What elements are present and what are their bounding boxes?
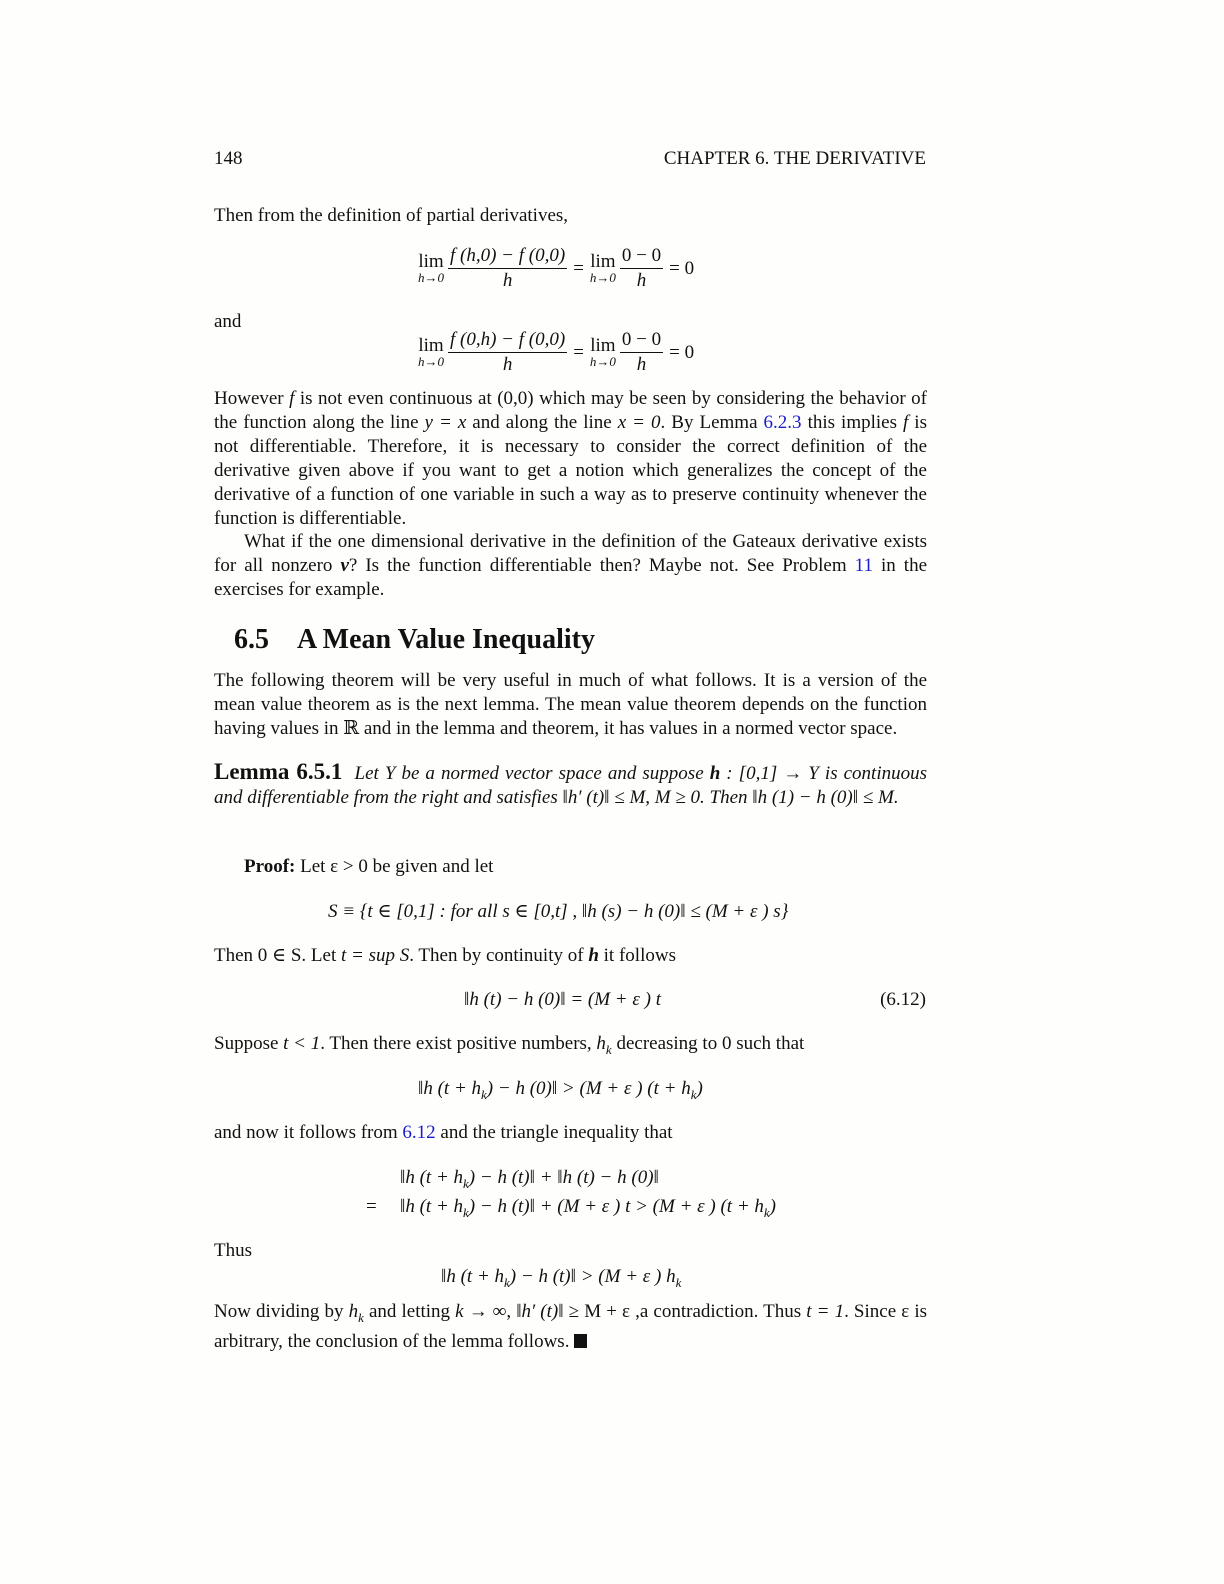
text: decreasing to 0 such that [611, 1033, 805, 1054]
fraction [620, 328, 663, 377]
lemma-link[interactable]: 6.2.3 [763, 412, 802, 433]
text: : [0,1] → Y is continuous and differentiable from the right and satisfies [214, 763, 928, 808]
set-definition [328, 900, 788, 924]
math: ‖h (t + h [441, 1266, 505, 1287]
equals-sign: = [573, 341, 584, 363]
equation-partial-y [418, 328, 694, 377]
math: ‖h (t + h [400, 1167, 464, 1188]
denominator: h [636, 270, 647, 291]
text: and letting [363, 1301, 456, 1322]
subscript-k: k [481, 1086, 487, 1102]
equals-sign: = [573, 257, 584, 279]
section-number: 6.5 [234, 624, 269, 655]
fraction [620, 244, 663, 293]
text: this implies [801, 412, 903, 433]
text: . Then by continuity of [409, 945, 589, 966]
intro-line: Then from the definition of partial derivatives, [214, 205, 569, 226]
numerator: f (h,0) − f (0,0) [448, 244, 567, 269]
math-hk: h [596, 1033, 606, 1054]
math-k-to-inf: k → ∞ [455, 1301, 507, 1322]
math: ) − h (t)‖ > (M + ε ) h [509, 1266, 676, 1287]
text: However [214, 388, 290, 409]
text: , [506, 1301, 517, 1322]
and-label: and [214, 311, 242, 332]
math-y-eq-x: y = x [424, 412, 467, 433]
text: The following theorem will be very useful in much of what follows. It is a version of the mean value theorem as is the next lemma. The mean value theorem depends on the function having values in [214, 670, 927, 739]
result: = 0 [669, 341, 695, 363]
equation-link[interactable]: 6.12 [402, 1122, 436, 1143]
proof-start [244, 855, 493, 879]
text: ? Is the function differentiable then? Maybe not. See Problem [348, 555, 855, 576]
lim-subscript: h→0 [418, 353, 444, 369]
text: is not differentiable. Therefore, it is necessary to consider the correct definition of the derivative given above if you want to get a notion which generalizes the concept of the derivative of a function of one variable in such a way as to preserve continuity whenever the function is differentiable. [214, 412, 927, 529]
text: and the triangle inequality that [435, 1122, 673, 1143]
text: . Then there exist positive numbers, [320, 1033, 597, 1054]
text: ≤ M, M ≥ 0. Then [609, 787, 753, 808]
set-S-equation: S ≡ {t ∈ [0,1] : for all s ∈ [0,t] , ‖h (s) − h (0)‖ ≤ (M + ε ) s} [328, 901, 789, 922]
denominator: h [502, 270, 513, 291]
section-title: A Mean Value Inequality [297, 624, 595, 655]
equation-triangle-line-1 [400, 1166, 659, 1196]
math-t-lt-1: t < 1 [283, 1033, 321, 1054]
text: Now dividing by [214, 1301, 349, 1322]
text: is not even continuous at (0,0) which may be seen by considering the behavior of the function along the line [214, 388, 927, 433]
math-t-sup: t = sup S [341, 945, 410, 966]
math: ) [769, 1196, 776, 1217]
text: What if the one dimensional derivative in the definition of the Gateaux derivative exists for all nonzero [214, 531, 927, 576]
norm-h-prime: ‖h′ (t)‖ [516, 1301, 564, 1322]
text: and in the lemma and theorem, it has values in a normed vector space. [359, 718, 898, 739]
math-hk: h [348, 1301, 359, 1322]
subscript-k: k [504, 1274, 510, 1290]
subscript-k: k [605, 1041, 612, 1057]
text: in the exercises for example. [214, 555, 928, 600]
result: = 0 [669, 257, 695, 279]
lemma-6-5-1 [214, 760, 927, 810]
limit-operator [418, 250, 444, 285]
numerator: 0 − 0 [620, 328, 663, 353]
math: ) − h (t)‖ + ‖h (t) − h (0)‖ [468, 1167, 659, 1188]
proof-conclusion [214, 1300, 927, 1354]
text: it follows [598, 945, 676, 966]
subscript-k: k [463, 1175, 469, 1191]
math: ) [696, 1078, 703, 1099]
math-v: v [340, 555, 349, 576]
equals-sign: = [366, 1196, 377, 1217]
equation-triangle-line-2 [400, 1195, 776, 1225]
text: and now it follows from [214, 1122, 403, 1143]
proof-label: Proof: [244, 856, 296, 877]
equation-final-inequality [441, 1265, 681, 1295]
paragraph-continuity [214, 387, 927, 531]
lim-subscript: h→0 [418, 269, 444, 285]
reals-symbol: ℝ [343, 718, 360, 739]
fraction [448, 328, 567, 377]
page-number: 148 [214, 148, 243, 169]
subscript-k: k [358, 1309, 364, 1325]
denominator: h [502, 354, 513, 375]
lim-text: lim [590, 334, 616, 356]
equation-tag: (6.12) [880, 989, 926, 1010]
paragraph-gateaux [214, 530, 927, 602]
problem-link[interactable]: 11 [854, 555, 873, 576]
section-heading [234, 624, 595, 656]
math: ‖h (t + h [400, 1196, 464, 1217]
fraction [448, 244, 567, 293]
subscript-k: k [690, 1086, 697, 1102]
section-intro [214, 669, 927, 741]
limit-operator [589, 334, 616, 369]
limit-operator [589, 250, 616, 285]
math-f: f [289, 388, 295, 409]
text: and along the line [466, 412, 618, 433]
proof-line-sup [214, 944, 676, 968]
text: Let ε > 0 be given and let [295, 856, 494, 877]
math-f: f [903, 412, 909, 433]
text: ≥ M + ε ,a contradiction. Thus [563, 1301, 807, 1322]
denominator: h [636, 354, 647, 375]
equation-hk-inequality [418, 1077, 703, 1107]
math: ‖h (t + h [418, 1078, 482, 1099]
equation-6-12 [464, 988, 661, 1012]
text: Then 0 ∈ S. Let [214, 945, 341, 966]
math-t-eq-1: t = 1 [806, 1301, 845, 1322]
math-h: h [709, 763, 721, 784]
norm-h-prime: ‖h′ (t)‖ [562, 787, 610, 808]
subscript-k: k [463, 1204, 469, 1220]
text: ≤ M. [858, 787, 899, 808]
math: ) − h (t)‖ + (M + ε ) t > (M + ε ) (t + h [468, 1196, 764, 1217]
subscript-k: k [675, 1274, 682, 1290]
numerator: f (0,h) − f (0,0) [448, 328, 567, 353]
text: . Since ε is arbitrary, the conclusion of the lemma follows. [214, 1301, 927, 1352]
proof-line-suppose [214, 1032, 804, 1062]
math-x-eq-0: x = 0 [617, 412, 661, 433]
math: ) − h (0)‖ > (M + ε ) (t + h [486, 1078, 691, 1099]
text: Suppose [214, 1033, 284, 1054]
lemma-label: Lemma 6.5.1 [214, 759, 343, 784]
thus-label: Thus [214, 1240, 252, 1261]
equation-body: ‖h (t) − h (0)‖ = (M + ε ) t [464, 989, 661, 1010]
limit-operator [418, 334, 444, 369]
math-h: h [588, 945, 599, 966]
lim-subscript: h→0 [589, 353, 616, 369]
numerator: 0 − 0 [620, 244, 663, 269]
subscript-k: k [763, 1204, 770, 1220]
lim-text: lim [418, 250, 444, 272]
lim-text: lim [418, 334, 444, 356]
norm-h1-h0: ‖h (1) − h (0)‖ [752, 787, 859, 808]
equation-partial-x [418, 244, 694, 293]
text: . By Lemma [660, 412, 764, 433]
text: Let Y be a normed vector space and suppose [354, 763, 710, 784]
running-title: CHAPTER 6. THE DERIVATIVE [663, 148, 926, 169]
qed-icon [574, 1334, 587, 1348]
lim-text: lim [590, 250, 616, 272]
lim-subscript: h→0 [589, 269, 616, 285]
proof-line-triangle [214, 1121, 673, 1145]
